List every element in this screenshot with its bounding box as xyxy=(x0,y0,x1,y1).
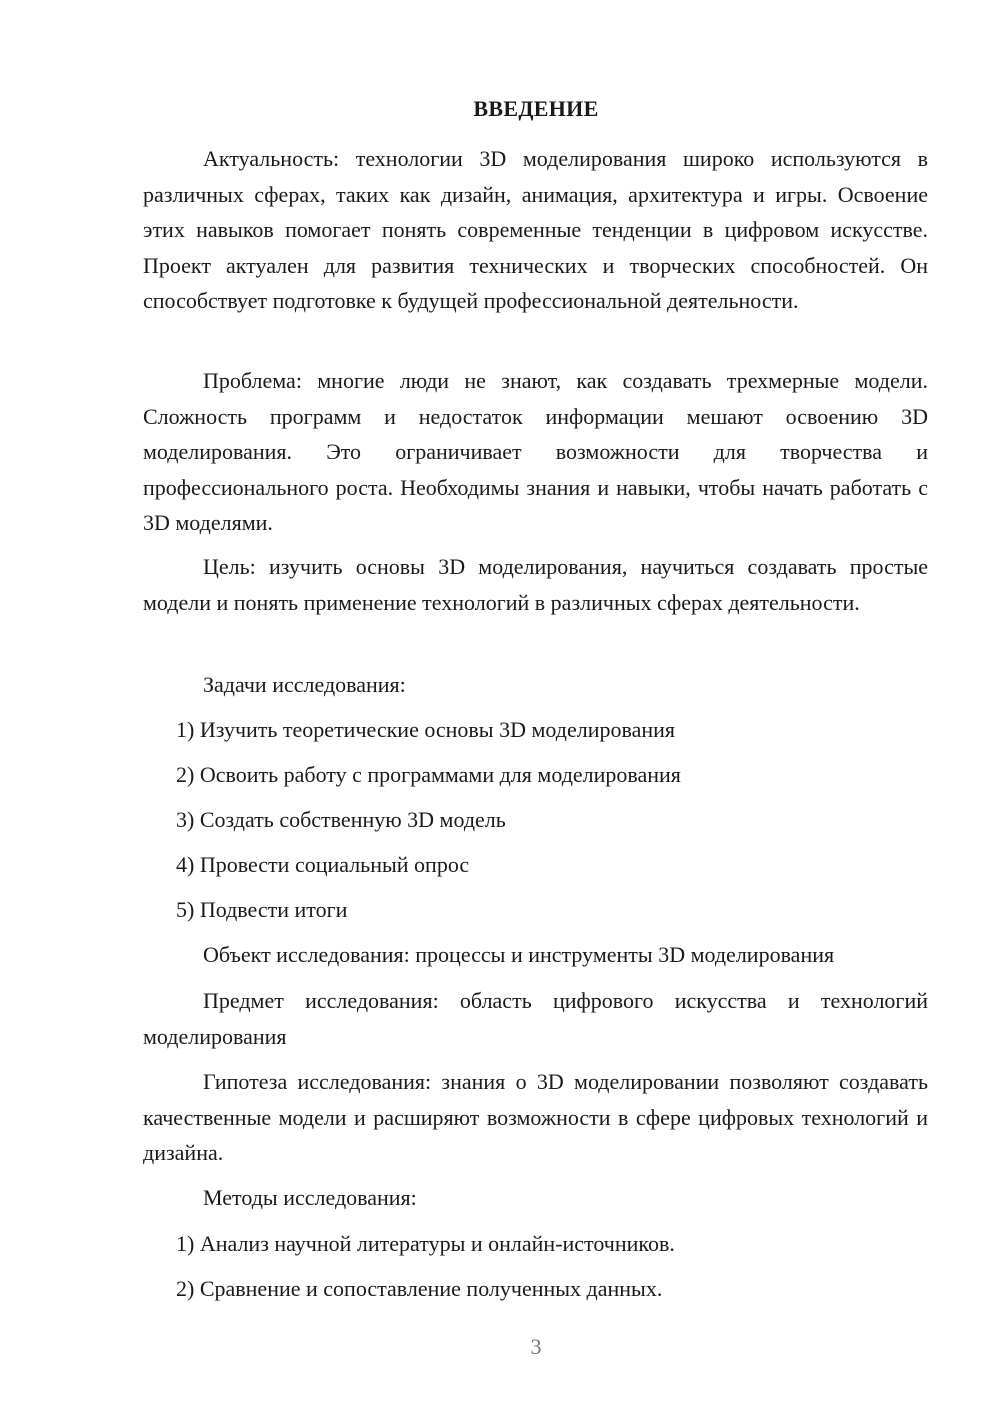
task-item-1: 1) Изучить теоретические основы 3D моделирования xyxy=(176,717,675,742)
tasks-heading: Задачи исследования: xyxy=(203,672,406,697)
method-item-2: 2) Сравнение и сопоставление полученных данных. xyxy=(176,1276,663,1301)
object-line: Объект исследования: процессы и инструменты 3D моделирования xyxy=(203,942,835,967)
page-title: ВВЕДЕНИЕ xyxy=(473,96,599,121)
paragraph-problem: Проблема: многие люди не знают, как создавать трехмерные модели. Сложность программ и недостаток информации мешают освоению 3D моделирования. Это ограничивает возможности для творчества и профессионального роста. Необходимы знания и навыки, чтобы начать работать с 3D моделями. xyxy=(143,368,928,535)
task-item-3: 3) Создать собственную 3D модель xyxy=(176,807,506,832)
paragraph-subject: Предмет исследования: область цифрового искусства и технологий моделирования xyxy=(143,988,928,1049)
task-item-4: 4) Провести социальный опрос xyxy=(176,852,470,877)
page-number: 3 xyxy=(530,1334,542,1359)
task-item-2: 2) Освоить работу с программами для моделирования xyxy=(176,762,681,787)
method-item-1: 1) Анализ научной литературы и онлайн-источников. xyxy=(176,1231,675,1256)
paragraph-goal: Цель: изучить основы 3D моделирования, научиться создавать простые модели и понять применение технологий в различных сферах деятельности. xyxy=(143,554,928,615)
paragraph-relevance: Актуальность: технологии 3D моделирования широко используются в различных сферах, таких как дизайн, анимация, архитектура и игры. Освоение этих навыков помогает понять современные тенденции в цифровом искусстве. Проект актуален для развития технических и творческих способностей. Он способствует подготовке к будущей профессиональной деятельности. xyxy=(143,146,928,313)
paragraph-hypothesis: Гипотеза исследования: знания о 3D моделировании позволяют создавать качественные модели и расширяют возможности в сфере цифровых технологий и дизайна. xyxy=(143,1069,928,1165)
methods-heading: Методы исследования: xyxy=(203,1185,417,1210)
task-item-5: 5) Подвести итоги xyxy=(176,897,348,922)
